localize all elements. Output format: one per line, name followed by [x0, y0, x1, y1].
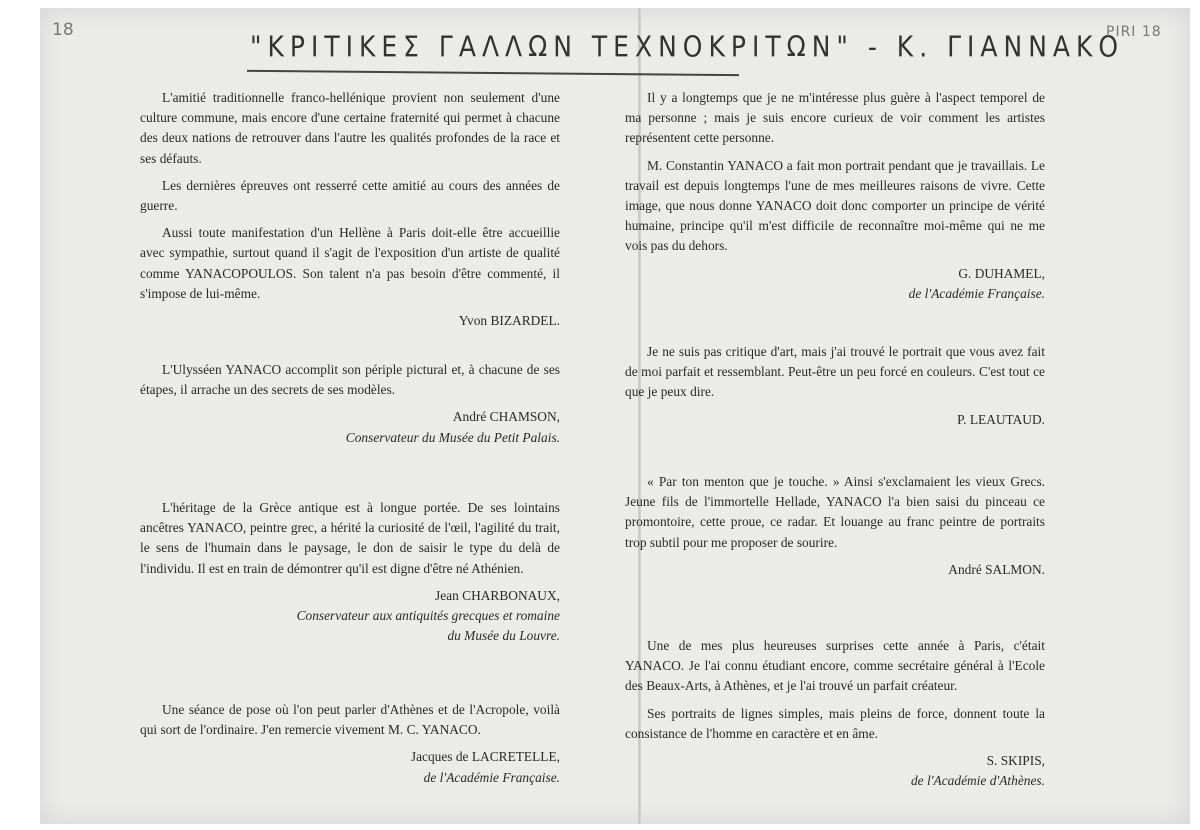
- quote-paragraph: Les dernières épreuves ont resserré cette amitié au cours des années de guerre.: [140, 177, 560, 214]
- author-role: Conservateur aux antiquités grecques et romaine: [296, 608, 560, 624]
- author-name: André SALMON.: [948, 561, 1045, 577]
- quote-duhamel: [625, 88, 1045, 304]
- quote-paragraph: Ses portraits de lignes simples, mais pleins de force, donnent toute la consistance de l'homme en caractère et en âme.: [625, 705, 1045, 741]
- quote-paragraph: L'Ulysséen YANACO accomplit son périple pictural et, à chacune de ses étapes, il arrache un des secrets de ses modèles.: [140, 362, 560, 398]
- quote-lacretelle: [140, 700, 560, 788]
- author-role: de l'Académie d'Athènes.: [910, 773, 1045, 789]
- signature: [625, 751, 1045, 791]
- quote-paragraph: « Par ton menton que je touche. » Ainsi s'exclamaient les vieux Grecs. Jeune fils de l'immortelle Hellade, YANACO l'a bien saisi du pinceau ce promontoire, cette proue, ce radar. Et louange au franc peintre de portraits trop subtil pour me proposer de sourire.: [625, 474, 1045, 550]
- author-name: Jean CHARBONAUX,: [435, 587, 560, 603]
- signature: [140, 311, 560, 331]
- quote-paragraph: L'héritage de la Grèce antique est à longue portée. De ses lointains ancêtres YANACO, peintre grec, a hérité la curiosité de l'œil, l'agilité du trait, le sens de l'humain dans le paysage, le don de saisir le type du delà de l'individu. Il est en train de démontrer qu'il est digne d'être né Athénien.: [140, 500, 560, 576]
- quote-salmon: [625, 472, 1045, 580]
- page-number-right: PIRI 18: [1106, 24, 1162, 40]
- quote-paragraph: Une séance de pose où l'on peut parler d'Athènes et de l'Acropole, voilà qui sort de l'ordinaire. J'en remercie vivement M. C. YANACO.: [140, 702, 560, 738]
- signature: [625, 560, 1045, 580]
- page-number-left: 18: [52, 20, 74, 40]
- signature: [100, 586, 560, 647]
- quote-paragraph: Il y a longtemps que je ne m'intéresse plus guère à l'aspect temporel de ma personne ; mais je suis encore curieux de voir comment les artistes représentent cette personne.: [625, 90, 1045, 146]
- handwritten-title: "ΚΡΙΤΙΚΕΣ ΓΑΛΛΩΝ ΤΕΧΝΟΚΡΙΤΩΝ" - Κ. ΓΙΑΝΝΑΚΟ: [250, 29, 1125, 64]
- author-name: S. SKIPIS,: [986, 753, 1045, 769]
- author-name: Yvon BIZARDEL.: [458, 313, 560, 329]
- author-name: G. DUHAMEL,: [958, 265, 1045, 281]
- title-underline: [247, 70, 739, 76]
- quote-bizardel: [140, 88, 560, 331]
- signature: [595, 264, 1045, 304]
- author-name: Jacques de LACRETELLE,: [410, 749, 560, 765]
- quote-leautaud: [625, 342, 1045, 430]
- author-name: P. LEAUTAUD.: [957, 411, 1045, 427]
- quote-skipis: [625, 636, 1045, 791]
- author-name: André CHAMSON,: [452, 409, 560, 425]
- quote-paragraph: M. Constantin YANACO a fait mon portrait pendant que je travaillais. Le travail est depuis longtemps l'une de mes meilleures raisons de vivre. Cette image, que nous donne YANACO doit donc comporter un principe de vérité humaine, principe qu'il m'est difficile de reconnaître moi-même qui ne me vois pas du dehors.: [625, 157, 1045, 254]
- author-role: de l'Académie Française.: [908, 285, 1045, 301]
- author-role: Conservateur du Musée du Petit Palais.: [345, 429, 560, 445]
- quote-charbonaux: [140, 498, 560, 646]
- author-role: de l'Académie Française.: [423, 769, 560, 785]
- signature: [110, 747, 560, 787]
- quote-paragraph: Une de mes plus heureuses surprises cette année à Paris, c'était YANACO. Je l'ai connu étudiant encore, comme secrétaire général à l'Ecole des Beaux-Arts, à Athènes, et je l'ai trouvé un parfait créateur.: [625, 638, 1045, 694]
- quote-paragraph: Je ne suis pas critique d'art, mais j'ai trouvé le portrait que vous avez fait de moi parfait et ressemblant. Peut-être un peu forcé en couleurs. C'est tout ce que je peux dire.: [625, 344, 1045, 400]
- quote-paragraph: Aussi toute manifestation d'un Hellène à Paris doit-elle être accueillie avec sympathie, surtout quand il s'agit de l'exposition d'un artiste de qualité comme YANACOPOULOS. Son talent n'a pas besoin d'être commenté, il s'impose de lui-même.: [140, 225, 560, 301]
- signature: [100, 407, 560, 447]
- author-role-line2: du Musée du Louvre.: [447, 628, 560, 644]
- quote-chamson: [140, 360, 560, 448]
- quote-paragraph: L'amitié traditionnelle franco-hellénique provient non seulement d'une culture commune, mais encore d'une certaine fraternité qui permet à chacune des deux nations de retrouver dans l'autre les qualités profondes de la race et ses défauts.: [140, 90, 560, 166]
- signature: [625, 410, 1045, 430]
- scanned-page: [40, 8, 1190, 824]
